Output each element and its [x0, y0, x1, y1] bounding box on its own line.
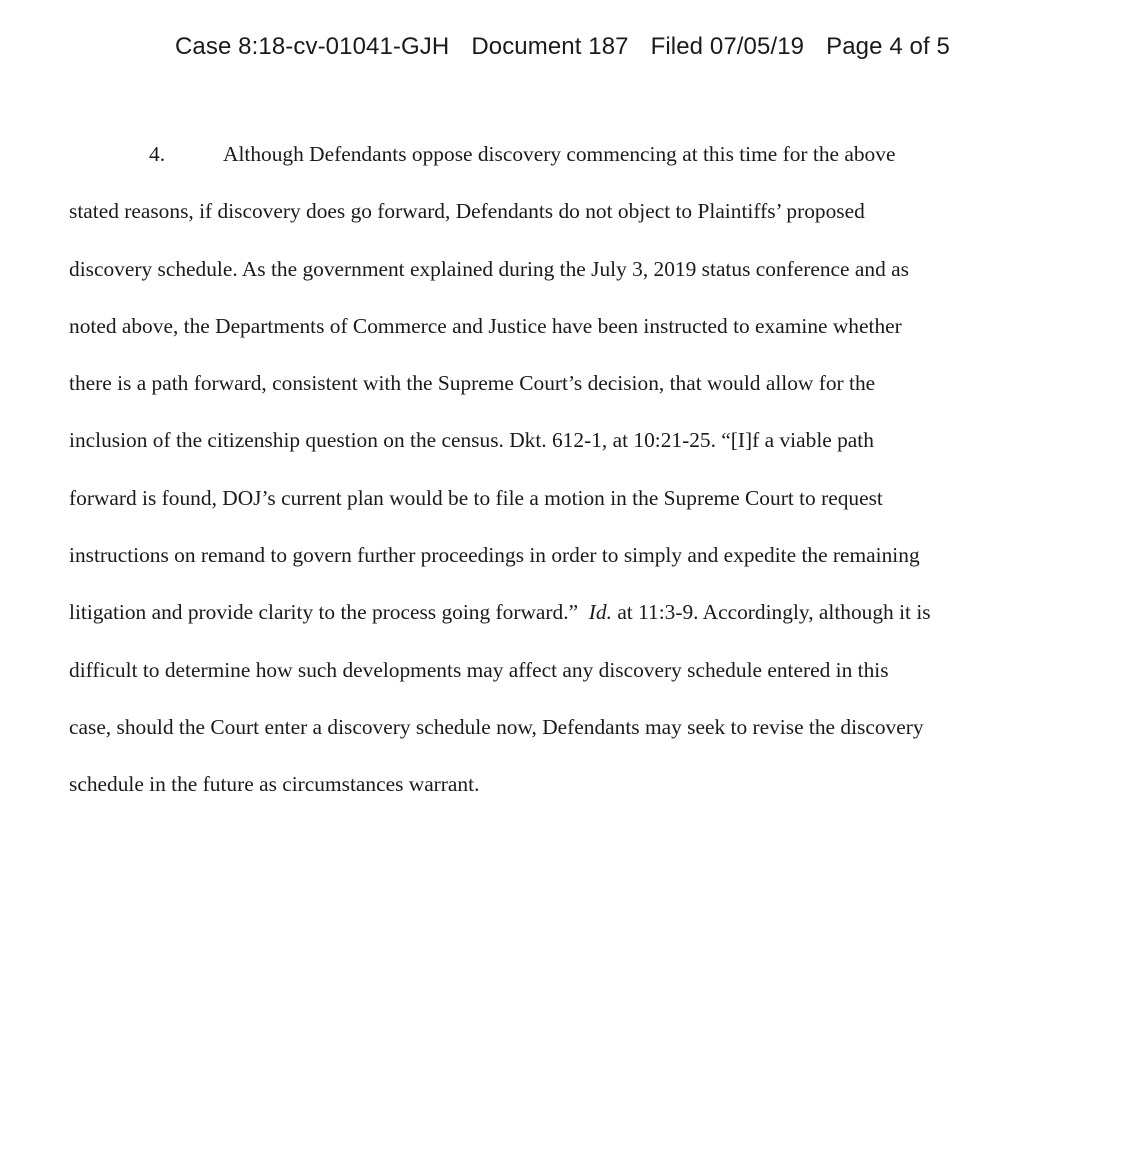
case-number: Case 8:18-cv-01041-GJH: [174, 33, 450, 60]
paragraph-line-text: forward is found, DOJ’s current plan would be to file a motion in the Supreme Court to request: [69, 485, 883, 510]
id-citation: Id.: [588, 600, 612, 625]
paragraph-line: [69, 768, 1069, 825]
paragraph-line-text: noted above, the Departments of Commerce and Justice have been instructed to examine whether: [69, 313, 902, 338]
paragraph-line-text: there is a path forward, consistent with the Supreme Court’s decision, that would allow for the: [69, 371, 876, 396]
paragraph-line: [69, 539, 1069, 596]
paragraph-line: [69, 424, 1069, 481]
paragraph-line-text: at 11:3-9. Accordingly, although it is: [617, 600, 931, 625]
paragraph-line: [69, 654, 1069, 711]
filed-date: Filed 07/05/19: [650, 33, 805, 60]
paragraph-line: [69, 310, 1069, 367]
paragraph-line-text: schedule in the future as circumstances warrant.: [69, 772, 480, 797]
paragraph-line: [69, 195, 1069, 252]
paragraph-line: [69, 138, 1069, 195]
paragraph-line: [69, 367, 1069, 424]
paragraph-line-text: litigation and provide clarity to the process going forward.”: [69, 600, 579, 625]
paragraph-line: [69, 711, 1069, 768]
page-number: Page 4 of 5: [826, 33, 950, 60]
paragraph-line: [69, 596, 1069, 653]
paragraph-line: [69, 253, 1069, 310]
paragraph-line-text: stated reasons, if discovery does go forward, Defendants do not object to Plaintiffs’ proposed: [69, 199, 865, 224]
paragraph-line-text: difficult to determine how such developments may affect any discovery schedule entered in this: [69, 657, 889, 682]
paragraph-line-text: Although Defendants oppose discovery commencing at this time for the above: [223, 142, 896, 166]
paragraph-4: [69, 138, 1069, 826]
case-header: [0, 33, 1125, 61]
document-number: Document 187: [471, 33, 629, 60]
paragraph-line-text: case, should the Court enter a discovery schedule now, Defendants may seek to revise the discovery: [69, 714, 924, 739]
paragraph-line-text: discovery schedule. As the government explained during the July 3, 2019 status conference and as: [69, 256, 909, 281]
paragraph-line-text: inclusion of the citizenship question on the census. Dkt. 612-1, at 10:21-25. “[I]f a viable path: [69, 428, 874, 453]
paragraph-line: [69, 482, 1069, 539]
paragraph-number: 4.: [149, 142, 166, 166]
paragraph-line-text: instructions on remand to govern further proceedings in order to simply and expedite the remaining: [69, 543, 920, 568]
